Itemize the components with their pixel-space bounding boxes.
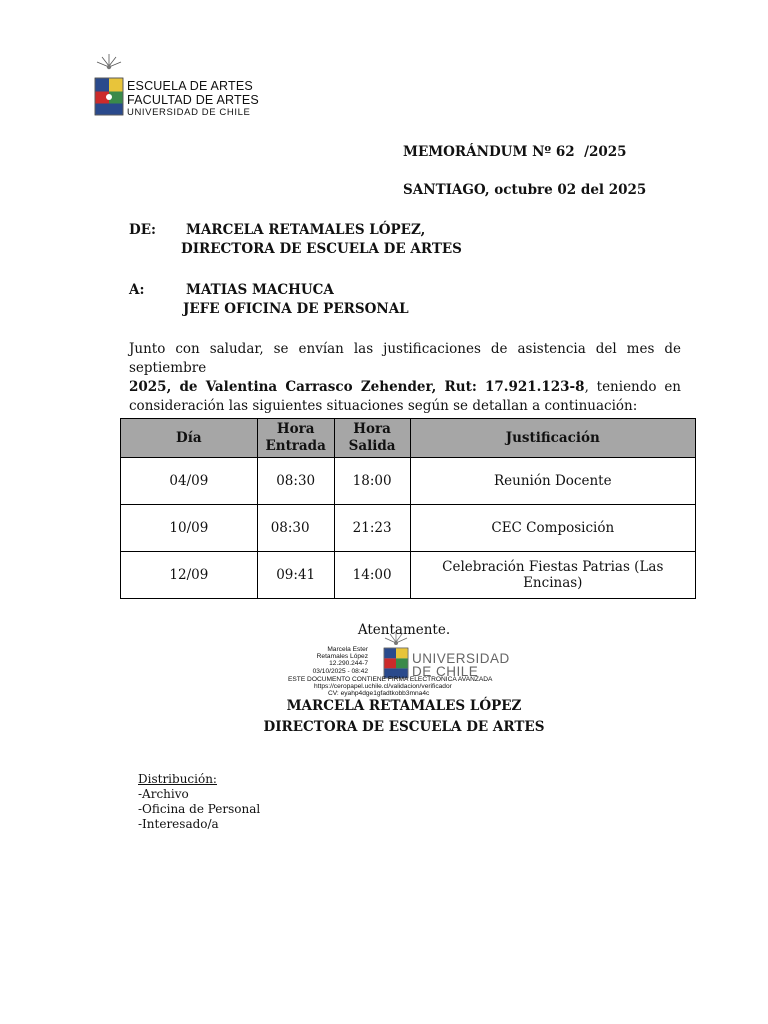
cell-justificacion: Celebración Fiestas Patrias (Las Encinas): [410, 552, 695, 599]
cell-justificacion: CEC Composición: [410, 505, 695, 552]
verification-code: CV: eyahp4dge1gfadtkobb3mna4c: [328, 690, 430, 697]
uchile-seal-icon: [381, 632, 411, 680]
logo-university-name: UNIVERSIDAD DE CHILE: [127, 107, 251, 118]
cell-salida: 18:00: [334, 458, 410, 505]
uchile-wordmark-line-1: UNIVERSIDAD: [412, 651, 510, 666]
from-name: MARCELA RETAMALES LÓPEZ,: [186, 222, 426, 238]
list-item: -Archivo: [138, 787, 189, 801]
intro-paragraph: [129, 340, 681, 416]
table-header-row: [121, 419, 696, 458]
header-hora-salida: [334, 419, 410, 458]
to-label: A:: [129, 282, 145, 298]
distribution-list: [138, 772, 260, 832]
header-salida-line-2: Salida: [348, 438, 396, 454]
cell-salida: 14:00: [334, 552, 410, 599]
signer-rut: 12.290.244-7: [329, 660, 368, 667]
header-salida-line-1: Hora: [353, 421, 391, 437]
intro-line-2-rest: , teniendo en: [584, 379, 681, 395]
logo-faculty-name: FACULTAD DE ARTES: [127, 93, 259, 107]
list-item: -Interesado/a: [138, 817, 219, 831]
header-hora-entrada: [257, 419, 334, 458]
escuela-artes-logo: [92, 52, 262, 118]
fea-notice: ESTE DOCUMENTO CONTIENE FIRMA ELECTRONICA AVANZADA: [288, 676, 493, 683]
cell-entrada: 09:41: [257, 552, 334, 599]
intro-line-3: consideración las siguientes situaciones según se detallan a continuación:: [129, 398, 638, 414]
cell-dia: 04/09: [121, 458, 258, 505]
to-title: JEFE OFICINA DE PERSONAL: [183, 301, 409, 317]
uchile-seal-icon: [92, 52, 126, 118]
intro-employee-info: 2025, de Valentina Carrasco Zehender, Rut: 17.921.123-8: [129, 379, 585, 395]
memo-number: MEMORÁNDUM Nº 62 /2025: [403, 144, 627, 160]
table-row: [121, 552, 696, 599]
verification-url: https://ceropapel.uchile.cl/validacion/verificador: [314, 683, 452, 690]
header-dia: Día: [121, 419, 258, 458]
signer-last-names: Retamales López: [316, 653, 368, 661]
to-name: MATIAS MACHUCA: [186, 282, 334, 298]
intro-line-1: Junto con saludar, se envían las justificaciones de asistencia del mes de septiembre: [129, 341, 681, 376]
place-date: SANTIAGO, octubre 02 del 2025: [403, 182, 647, 198]
intro-line-2: [129, 378, 681, 397]
from-title: DIRECTORA DE ESCUELA DE ARTES: [181, 241, 462, 257]
table-row: [121, 458, 696, 505]
header-entrada-line-2: Entrada: [265, 438, 326, 454]
from-label: DE:: [129, 222, 156, 238]
closing-text: Atentamente.: [357, 622, 451, 638]
signer-name: [317, 646, 368, 660]
signature-title: DIRECTORA DE ESCUELA DE ARTES: [263, 719, 545, 735]
signature-name: MARCELA RETAMALES LÓPEZ: [286, 698, 522, 714]
electronic-signature-stamp: [284, 632, 514, 702]
cell-salida: 21:23: [334, 505, 410, 552]
uchile-wordmark-line-2: DE CHILE: [412, 664, 479, 679]
table-row: [121, 505, 696, 552]
justification-table: [120, 418, 696, 599]
cell-entrada: 08:30: [257, 458, 334, 505]
cell-entrada: 08:30: [257, 505, 334, 552]
signature-datetime: 03/10/2025 - 08:42: [312, 668, 368, 675]
list-item: -Oficina de Personal: [138, 802, 261, 816]
cell-dia: 10/09: [121, 505, 258, 552]
signer-first-names: Marcela Ester: [327, 646, 368, 653]
header-entrada-line-1: Hora: [276, 421, 315, 437]
distribution-title: Distribución:: [138, 772, 217, 786]
logo-school-name: ESCUELA DE ARTES: [127, 79, 253, 93]
cell-dia: 12/09: [121, 552, 258, 599]
cell-justificacion: Reunión Docente: [410, 458, 695, 505]
header-justificacion: Justificación: [410, 419, 695, 458]
